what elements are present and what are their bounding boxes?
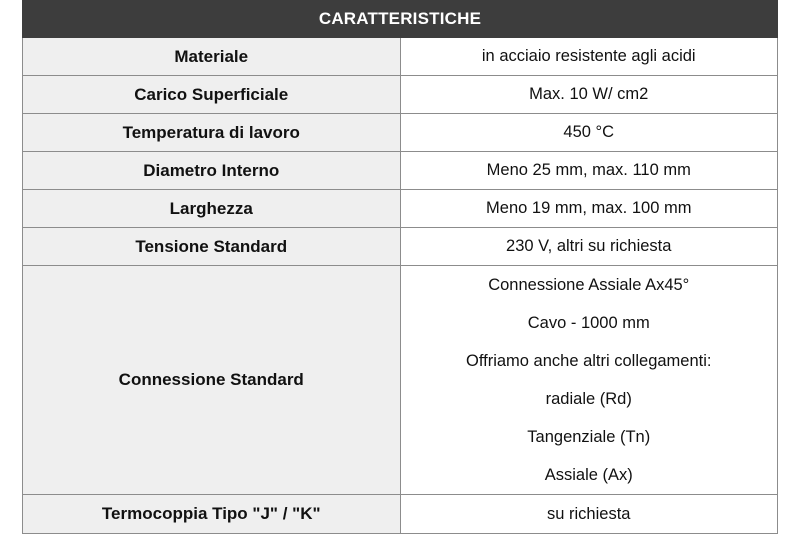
connection-line-cable: Cavo - 1000 mm [527,314,650,332]
row-label-carico: Carico Superficiale [23,76,401,114]
table-header: CARATTERISTICHE [23,1,778,38]
table-row [23,114,778,152]
table-row [23,38,778,76]
table-header-row [23,1,778,38]
row-value-larghezza: Meno 19 mm, max. 100 mm [400,190,778,228]
row-value-termocoppia: su richiesta [400,495,778,534]
row-value-temperatura: 450 °C [400,114,778,152]
specifications-table [22,0,778,534]
table-row [23,152,778,190]
connection-line-axial-45: Connessione Assiale Ax45° [488,276,690,294]
table-row [23,228,778,266]
table-row [23,495,778,534]
row-label-diametro: Diametro Interno [23,152,401,190]
connection-line-other: Offriamo anche altri collegamenti: [466,352,712,370]
row-label-temperatura: Temperatura di lavoro [23,114,401,152]
connection-line-tangential: Tangenziale (Tn) [527,428,651,446]
row-value-diametro: Meno 25 mm, max. 110 mm [400,152,778,190]
row-label-termocoppia: Termocoppia Tipo "J" / "K" [23,495,401,534]
row-value-carico: Max. 10 W/ cm2 [400,76,778,114]
row-label-tensione: Tensione Standard [23,228,401,266]
row-label-materiale: Materiale [23,38,401,76]
table-row-connection [23,266,778,495]
row-value-tensione: 230 V, altri su richiesta [400,228,778,266]
connection-line-axial: Assiale (Ax) [544,466,633,484]
connection-line-radial: radiale (Rd) [545,390,632,408]
table-row [23,190,778,228]
row-value-materiale: in acciaio resistente agli acidi [400,38,778,76]
row-label-connessione: Connessione Standard [23,266,401,495]
table-row [23,76,778,114]
row-value-connessione [400,266,778,495]
row-label-larghezza: Larghezza [23,190,401,228]
